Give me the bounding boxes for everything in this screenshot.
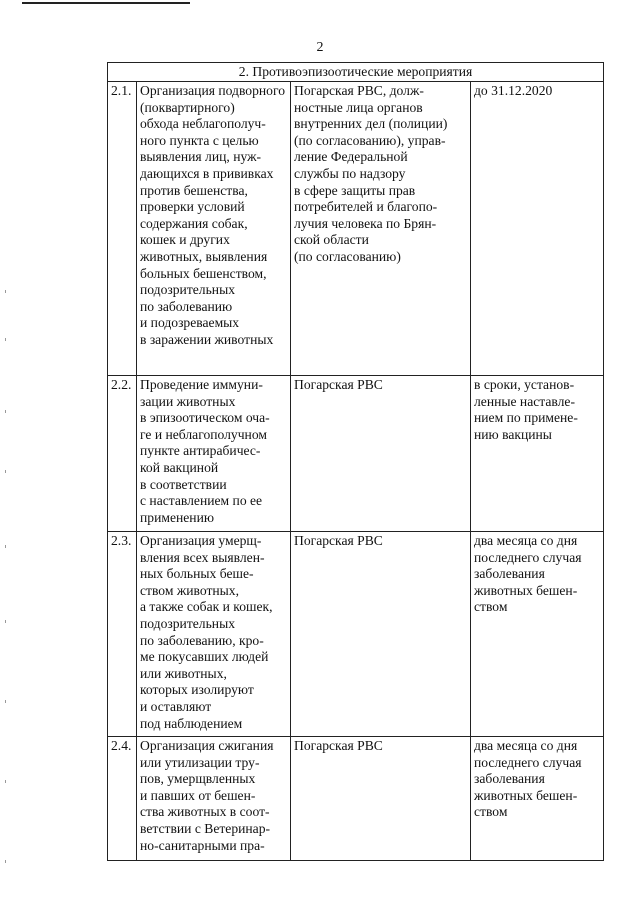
row-number: 2.1. [108,82,137,376]
page-number: 2 [316,40,324,55]
deadline-line: до 31.12.2020 [474,83,553,98]
deadline-cell [471,376,604,532]
executor-cell [291,376,471,532]
action-line: кошек и других [140,232,230,248]
executor-line: ление Федеральной [294,149,408,165]
scan-speck [5,700,6,703]
row-number: 2.3. [108,532,137,737]
scan-speck [5,620,6,623]
deadline-line: заболевания [474,566,545,582]
executor-cell [291,737,471,861]
action-line: выявления лиц, нуж- [140,149,262,165]
deadline-line: в сроки, установ- [474,377,575,392]
action-line: дающихся в прививках [140,165,274,181]
action-line: ге и неблагополучном [140,426,267,442]
action-line: пов, умерщвленных [140,771,256,787]
action-line: применению [140,509,214,525]
deadline-line: два месяца со дня [474,738,578,753]
measures-table [107,62,604,861]
deadline-line: нием по примене- [474,410,578,426]
deadline-line: последнего случая [474,549,582,565]
executor-line: Погарская РВС [294,533,383,548]
action-line: но-санитарными пра- [140,837,265,853]
deadline-line: заболевания [474,771,545,787]
action-line: и павших от бешен- [140,787,256,803]
action-line: ством животных, [140,582,239,598]
executor-line: потребителей и благопо- [294,199,438,215]
scan-artifact-line [22,2,190,4]
action-line: ного пункта с целью [140,132,259,148]
action-cell [137,532,291,737]
executor-cell [291,532,471,737]
deadline-line: ленные наставле- [474,393,575,409]
action-line: или утилизации тру- [140,754,260,770]
table-row [108,737,604,861]
action-line: и оставляют [140,698,212,714]
action-line: в эпизоотическом оча- [140,410,270,426]
action-cell [137,376,291,532]
executor-line: ностные лица органов [294,99,423,115]
deadline-line: нию вакцины [474,426,552,442]
executor-line: лучия человека по Брян- [294,215,437,231]
table-row [108,376,604,532]
deadline-line: ством [474,804,508,820]
scan-speck [5,860,6,863]
scan-speck [5,780,6,783]
scan-speck [5,470,6,473]
deadline-line: два месяца со дня [474,533,578,548]
table-row [108,82,604,376]
action-line: против бешенства, [140,182,248,198]
row-number: 2.2. [108,376,137,532]
deadline-line: животных бешен- [474,582,578,598]
deadline-cell [471,532,604,737]
action-line: в соответствии [140,476,227,492]
section-title: 2. Противоэпизоотические мероприятия [108,63,604,82]
action-line: ветствии с Ветеринар- [140,820,271,836]
action-line: пункте антирабичес- [140,443,261,459]
action-line: которых изолируют [140,682,254,698]
action-line: кой вакциной [140,459,219,475]
action-line: ства животных в соот- [140,804,270,820]
action-line: Организация подворного [140,83,285,98]
scan-speck [5,338,6,341]
scan-speck [5,410,6,413]
executor-line: Погарская РВС [294,738,383,753]
section-header-row [108,63,604,82]
executor-line: внутренних дел (полиции) [294,116,448,132]
scan-speck [5,545,6,548]
action-line: подозрительных [140,615,235,631]
action-line: (поквартирного) [140,99,235,115]
action-line: по заболеванию, кро- [140,632,264,648]
executor-line: (по согласованию) [294,248,401,264]
action-line: животных, выявления [140,248,268,264]
action-line: Проведение иммуни- [140,377,263,392]
action-line: ме покусавших людей [140,649,269,665]
action-line: Организация умерщ- [140,533,262,548]
action-line: Организация сжигания [140,738,274,753]
action-line: ных больных беше- [140,566,254,582]
action-line: зации животных [140,393,236,409]
action-line: с наставлением по ее [140,493,263,509]
deadline-cell [471,82,604,376]
action-line: или животных, [140,665,227,681]
executor-line: ской области [294,232,369,248]
action-line: больных бешенством, [140,265,267,281]
action-line: и подозреваемых [140,315,240,331]
action-line: по заболеванию [140,298,233,314]
executor-cell [291,82,471,376]
table-row [108,532,604,737]
action-line: обхода неблагополуч- [140,116,266,132]
action-line: проверки условий [140,199,245,215]
action-line: вления всех выявлен- [140,549,265,565]
executor-line: службы по надзору [294,165,406,181]
deadline-cell [471,737,604,861]
deadline-line: животных бешен- [474,787,578,803]
executor-line: Погарская РВС, долж- [294,83,424,98]
action-line: под наблюдением [140,715,243,731]
executor-line: в сфере защиты прав [294,182,416,198]
action-cell [137,737,291,861]
deadline-line: ством [474,599,508,615]
executor-line: (по согласованию), управ- [294,132,446,148]
scan-speck [5,290,6,293]
executor-line: Погарская РВС [294,377,383,392]
action-line: а также собак и кошек, [140,599,273,615]
action-line: в заражении животных [140,331,274,347]
action-cell [137,82,291,376]
action-line: подозрительных [140,282,235,298]
action-line: содержания собак, [140,215,248,231]
deadline-line: последнего случая [474,754,582,770]
row-number: 2.4. [108,737,137,861]
